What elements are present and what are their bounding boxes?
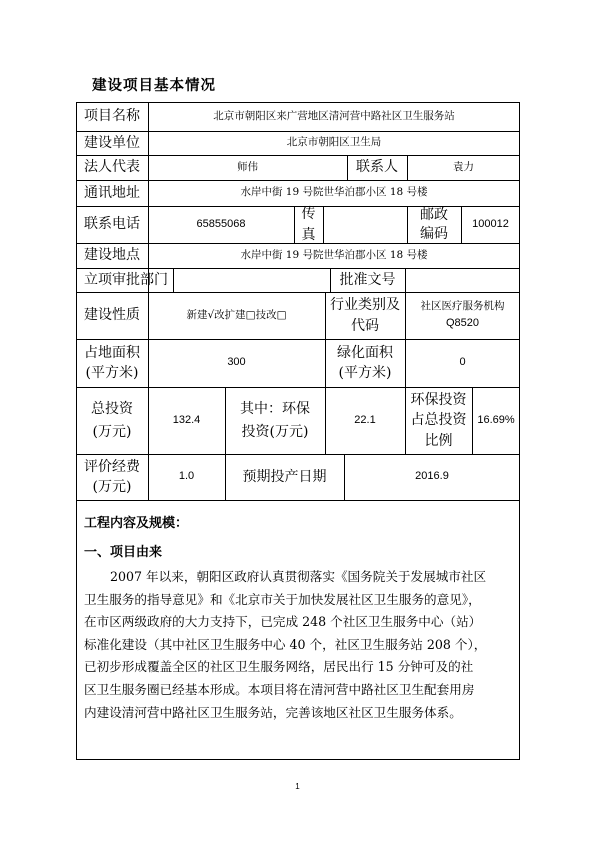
paragraph-line: 已初步形成覆盖全区的社区卫生服务网络，居民出行 15 分钟可及的社 <box>84 659 474 675</box>
phone-label: 联系电话 <box>84 216 140 233</box>
env-ratio-value: 16.69% <box>477 413 515 426</box>
industry-name: 社区医疗服务机构 <box>420 300 505 313</box>
industry-label-line: 行业类别及 <box>330 297 400 314</box>
env-ratio-label-line: 环保投资 <box>410 392 467 409</box>
eval-fee-label-line: (万元) <box>92 479 132 495</box>
invest-label-line: (万元) <box>92 423 132 440</box>
content-heading: 工程内容及规模： <box>84 516 189 531</box>
env-invest-label-line: 其中：环保 <box>240 401 310 418</box>
fax-label-line: 传 <box>301 206 316 223</box>
green-label-line: 绿化面积 <box>337 344 393 361</box>
green-label <box>325 339 405 387</box>
address-label: 通讯地址 <box>84 184 140 201</box>
eval-fee-label <box>76 454 148 500</box>
eval-fee-value: 1.0 <box>178 470 195 483</box>
section-heading: 一、项目由来 <box>84 545 163 560</box>
builder-value: 北京市朝阳区卫生局 <box>286 136 382 149</box>
area-label-line: 占地面积 <box>84 344 140 361</box>
page-title: 建设项目基本情况 <box>92 77 216 94</box>
nature-label: 建设性质 <box>84 307 140 324</box>
postcode-label-line: 邮政 <box>420 207 448 224</box>
industry-label-line: 代码 <box>351 317 379 334</box>
site-value: 水岸中街 19 号院世华泊郡小区 18 号楼 <box>240 248 428 261</box>
postcode-value: 100012 <box>472 217 509 230</box>
env-invest-label-line: 投资(万元) <box>241 423 309 440</box>
area-value: 300 <box>227 356 246 369</box>
green-label-line: (平方米) <box>338 365 392 381</box>
paragraph-line: 内建设清河营中路社区卫生服务站，完善该地区社区卫生服务体系。 <box>84 704 462 720</box>
project-name-value: 北京市朝阳区来广营地区清河营中路社区卫生服务站 <box>213 109 455 122</box>
eval-fee-label-line: 评价经费 <box>84 458 140 475</box>
env-ratio-label <box>405 387 472 454</box>
op-date-label: 预期投产日期 <box>242 468 327 485</box>
paragraph-line: 卫生服务的指导意见》和《北京市关于加快发展社区卫生服务的意见》， <box>84 591 481 607</box>
industry-label <box>325 292 405 339</box>
green-value: 0 <box>459 356 466 369</box>
paragraph-line: 在市区两级政府的大力支持下，已完成 248 个社区卫生服务中心（站） <box>84 614 482 630</box>
paragraph-line: 2007 年以来，朝阳区政府认真贯彻落实《国务院关于发展城市社区 <box>110 569 487 584</box>
contact-value: 袁力 <box>453 160 474 173</box>
approval-no-label: 批准文号 <box>339 271 396 288</box>
fax-label-line: 真 <box>301 226 316 243</box>
nature-value: 新建√改扩建□技改□ <box>186 308 287 321</box>
op-date-value: 2016.9 <box>415 470 449 483</box>
body-paragraph <box>84 566 514 724</box>
fax-label <box>294 206 323 243</box>
area-label <box>76 339 148 387</box>
env-ratio-label-line: 比例 <box>424 432 453 449</box>
postcode-label-line: 编码 <box>420 225 448 242</box>
invest-label <box>76 387 148 454</box>
address-value: 水岸中街 19 号院世华泊郡小区 18 号楼 <box>240 186 428 199</box>
area-label-line: (平方米) <box>85 365 139 381</box>
site-label: 建设地点 <box>84 247 140 264</box>
legal-rep-label: 法人代表 <box>84 159 140 176</box>
env-ratio-label-line: 占总投资 <box>410 412 467 429</box>
invest-label-line: 总投资 <box>91 401 133 418</box>
env-invest-label <box>225 387 325 454</box>
phone-value: 65855068 <box>196 217 246 230</box>
paragraph-line: 区卫生服务圈已经基本形成。本项目将在清河营中路社区卫生配套用房 <box>84 681 475 697</box>
industry-code: Q8520 <box>445 317 480 330</box>
project-name-label: 项目名称 <box>84 108 140 125</box>
env-invest-value: 22.1 <box>354 413 376 426</box>
approval-dept-value <box>173 268 330 292</box>
contact-label: 联系人 <box>356 159 398 176</box>
page-number: 1 <box>295 782 300 791</box>
fax-value <box>323 206 407 243</box>
legal-rep-value: 师伟 <box>237 160 258 173</box>
approval-dept-label: 立项审批部门 <box>84 271 168 288</box>
postcode-label <box>407 206 461 243</box>
paragraph-line: 标准化建设（其中社区卫生服务中心 40 个，社区卫生服务站 208 个）， <box>84 636 487 652</box>
industry-value <box>405 292 520 339</box>
builder-label: 建设单位 <box>84 134 140 151</box>
invest-value: 132.4 <box>172 413 201 426</box>
approval-no-value <box>405 268 520 292</box>
row-divider <box>76 500 520 501</box>
